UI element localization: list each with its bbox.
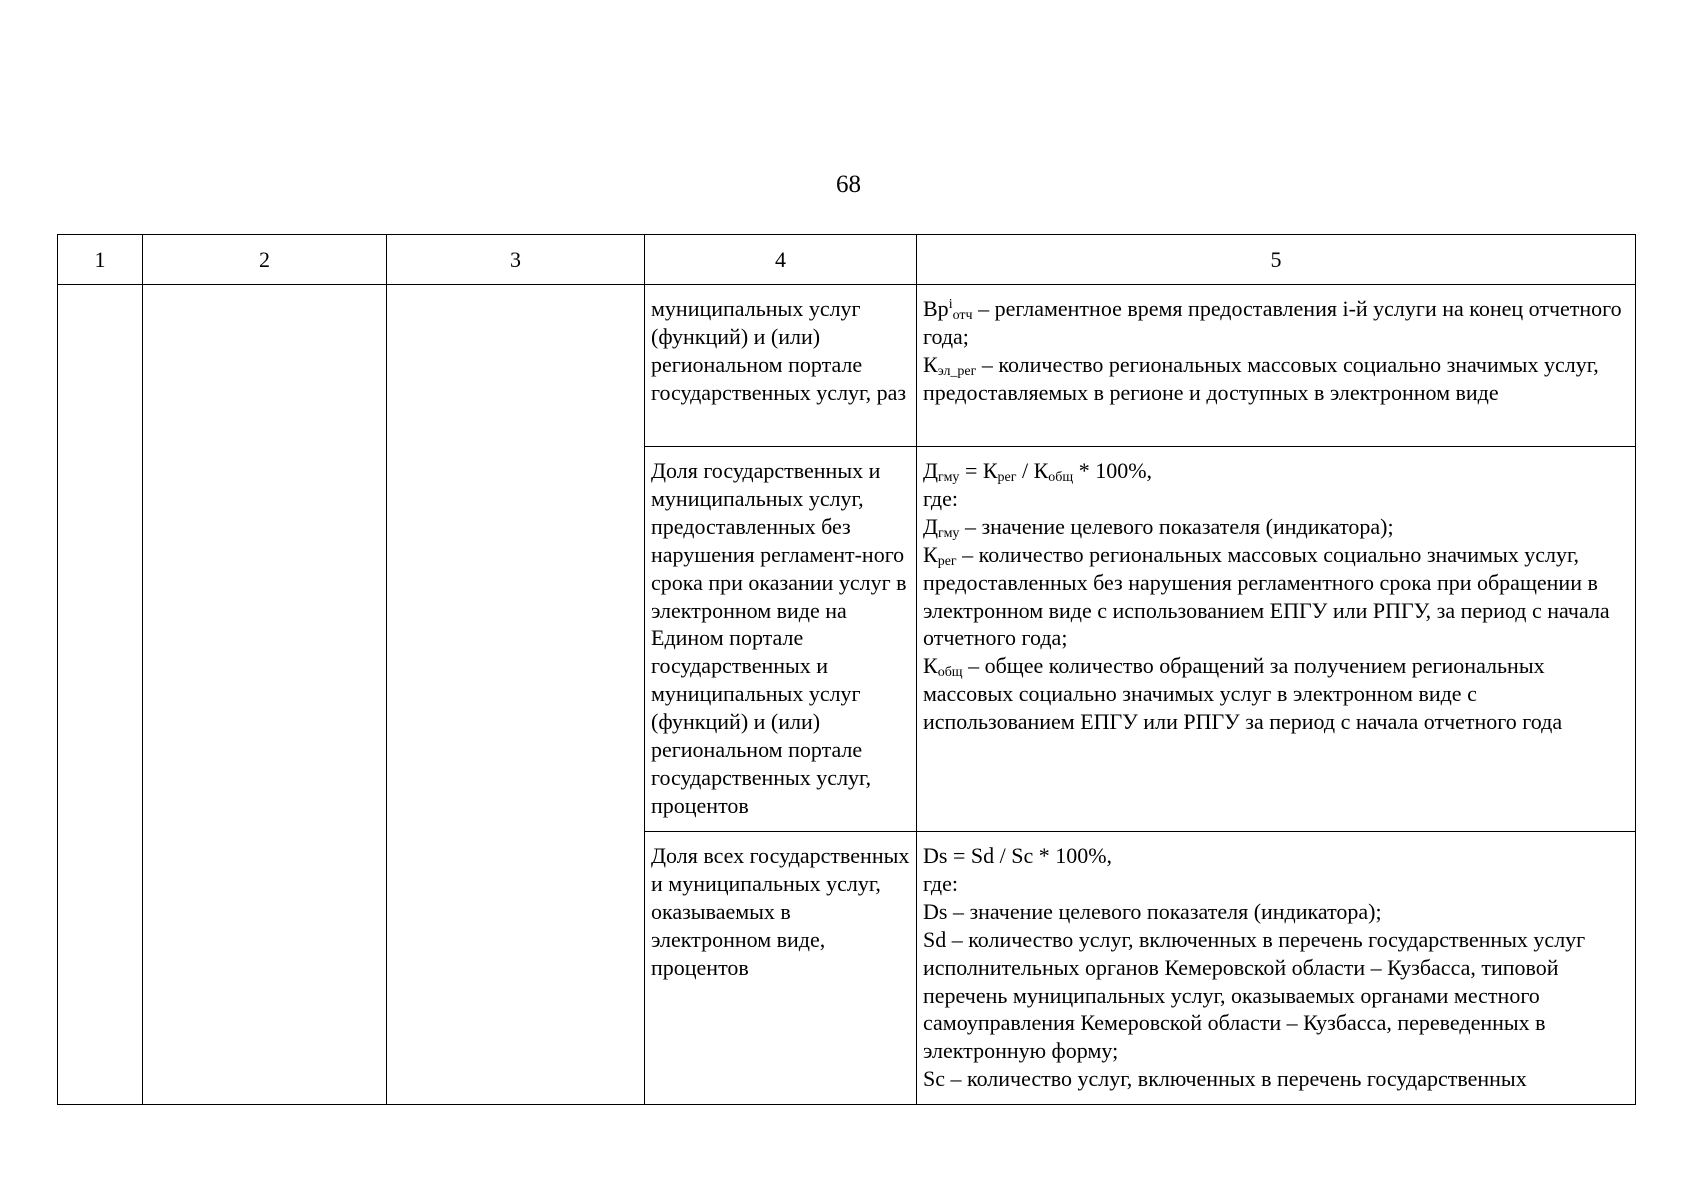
formula-definition bbox=[923, 295, 1629, 351]
indicator-name-cell bbox=[645, 447, 917, 832]
symbol: К bbox=[923, 653, 938, 679]
subscript: общ bbox=[937, 665, 963, 681]
indicator-name: Доля государственных и муниципальных услуг, предоставленных без нарушения регламент-ного срока при оказании услуг в электронном виде на Едином портале государственных и муниципальных услуг (функций) и (или) региональном портале государственных услуг, процентов bbox=[651, 458, 912, 818]
subscript: общ bbox=[1048, 470, 1074, 485]
table-row bbox=[58, 285, 1636, 447]
formula-cell bbox=[917, 285, 1636, 447]
definition-text: – значение целевого показателя (индикатора); bbox=[959, 513, 1394, 539]
formula: Ds = Sd / Sc * 100%, bbox=[923, 843, 1113, 868]
definition-text: – регламентное время предоставления i-й услуги на конец отчетного года; bbox=[923, 296, 1628, 349]
where-label: где: bbox=[923, 870, 958, 896]
subscript: гму bbox=[938, 525, 960, 541]
formula-cell bbox=[917, 447, 1636, 832]
header-cell-1: 1 bbox=[58, 235, 143, 285]
formula-definition bbox=[923, 513, 1629, 541]
symbol: К bbox=[923, 541, 938, 567]
cell-col1-empty bbox=[58, 285, 143, 1105]
definition-text: – количество региональных массовых социально значимых услуг, предоставляемых в регионе и доступных в электронном виде bbox=[923, 351, 1605, 405]
formula-definition: Ds – значение целевого показателя (индикатора); bbox=[923, 898, 1382, 924]
formula-definition bbox=[923, 541, 1629, 653]
formula-definition: Sd – количество услуг, включенных в перечень государственных услуг исполнительных органов Кемеровской области – Кузбасса, типовой перечень муниципальных услуг, оказываемых органами местного самоуправления Кемеровской области – Кузбасса, переведенных в электронную форму; bbox=[923, 926, 1591, 1064]
symbol: К bbox=[923, 351, 938, 377]
formula-part: * 100%, bbox=[1073, 458, 1153, 483]
indicator-name-cell bbox=[645, 285, 917, 447]
subscript: гму bbox=[938, 470, 960, 485]
superscript: i bbox=[948, 297, 953, 312]
cell-col3-empty bbox=[387, 285, 645, 1105]
header-cell-5: 5 bbox=[917, 235, 1636, 285]
symbol: Д bbox=[923, 458, 939, 483]
indicator-name: Доля всех государственных и муниципальных услуг, оказываемых в электронном виде, процентов bbox=[651, 843, 915, 980]
formula-definition bbox=[923, 652, 1629, 736]
definition-text: – количество региональных массовых социально значимых услуг, предоставленных без нарушения регламентного срока при обращении в электронном виде с использованием ЕПГУ или РПГУ, за период с начала отчетного года; bbox=[923, 541, 1616, 651]
where-label: где: bbox=[923, 485, 958, 511]
subscript: рег bbox=[997, 470, 1017, 485]
subscript: отч bbox=[952, 308, 973, 323]
definition-text: – общее количество обращений за получением региональных массовых социально значимых услуг в электронном виде с использованием ЕПГУ или РПГУ за период с начала отчетного года bbox=[923, 653, 1563, 735]
cell-col2-empty bbox=[143, 285, 387, 1105]
formula-part: / К bbox=[1016, 458, 1049, 483]
formula-definition: Sc – количество услуг, включенных в перечень государственных bbox=[923, 1066, 1527, 1092]
formula-definition bbox=[923, 351, 1629, 407]
formula bbox=[923, 457, 1629, 485]
formula-part: = К bbox=[959, 458, 998, 483]
header-cell-3: 3 bbox=[387, 235, 645, 285]
table-header-row bbox=[58, 235, 1636, 285]
indicator-name-cell bbox=[645, 832, 917, 1105]
header-cell-2: 2 bbox=[143, 235, 387, 285]
header-cell-4: 4 bbox=[645, 235, 917, 285]
symbol: Д bbox=[923, 513, 939, 539]
formula-cell bbox=[917, 832, 1636, 1105]
indicator-name: муниципальных услуг (функций) и (или) региональном портале государственных услуг, раз bbox=[651, 296, 907, 405]
subscript: рег bbox=[937, 553, 957, 569]
page-number: 68 bbox=[836, 171, 861, 198]
subscript: эл_рег bbox=[937, 363, 977, 379]
symbol: Вр bbox=[923, 296, 949, 321]
indicators-table bbox=[57, 234, 1636, 1105]
